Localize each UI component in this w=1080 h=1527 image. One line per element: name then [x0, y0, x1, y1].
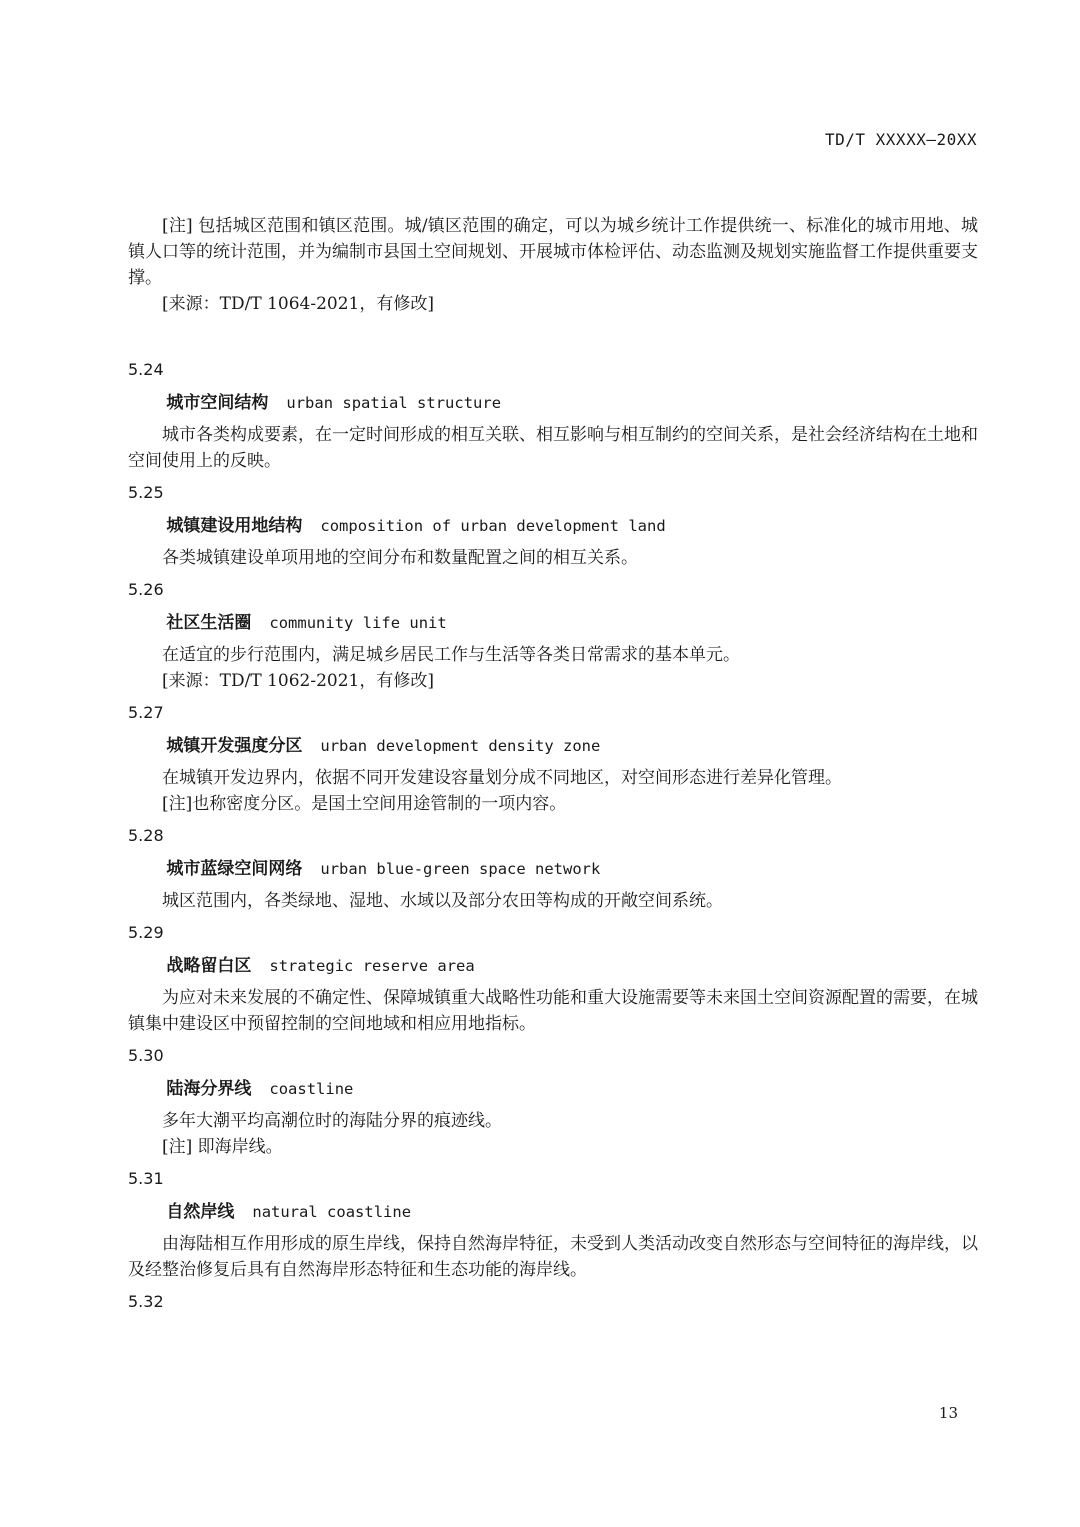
- clause-body: [128, 1108, 978, 1160]
- note-paragraph: [注]也称密度分区。是国土空间用途管制的一项内容。: [162, 794, 567, 814]
- note-paragraph: [注] 即海岸线。: [162, 1137, 283, 1157]
- clause-number: 5.26: [128, 580, 164, 599]
- clause-number: 5.30: [128, 1046, 164, 1065]
- term-english: strategic reserve area: [269, 957, 475, 975]
- clause-5-26: [128, 579, 978, 694]
- definition-paragraph: 由海陆相互作用形成的原生岸线，保持自然海岸特征，未受到人类活动改变自然形态与空间特征的海岸线，以及经整治修复后具有自然海岸形态特征和生态功能的海岸线。: [128, 1234, 978, 1280]
- term-chinese: 城镇建设用地结构: [166, 516, 303, 536]
- term-chinese: 社区生活圈: [166, 613, 252, 633]
- clause-5-24: [128, 359, 978, 474]
- term-english: community life unit: [269, 614, 447, 632]
- clause-5-27: [128, 702, 978, 817]
- intro-source: [来源：TD/T 1064-2021，有修改]: [162, 294, 434, 314]
- clause-5-25: [128, 482, 978, 571]
- term-line: [128, 392, 978, 414]
- clause-number: 5.28: [128, 826, 164, 845]
- definition-paragraph: 在适宜的步行范围内，满足城乡居民工作与生活等各类日常需求的基本单元。: [162, 645, 740, 665]
- clause-number: 5.29: [128, 923, 164, 942]
- clause-number: 5.25: [128, 483, 164, 502]
- clause-body: [128, 422, 978, 474]
- term-line: [128, 735, 978, 757]
- definition-paragraph: 在城镇开发边界内，依据不同开发建设容量划分成不同地区，对空间形态进行差异化管理。: [162, 768, 842, 788]
- term-line: [128, 1201, 978, 1223]
- intro-note-block: [128, 213, 978, 317]
- term-english: urban development density zone: [320, 737, 601, 755]
- term-english: natural coastline: [252, 1203, 412, 1221]
- definition-paragraph: 各类城镇建设单项用地的空间分布和数量配置之间的相互关系。: [162, 548, 638, 568]
- clause-5-29: [128, 922, 978, 1037]
- definition-paragraph: 为应对未来发展的不确定性、保障城镇重大战略性功能和重大设施需要等未来国土空间资源配置的需要，在城镇集中建设区中预留控制的空间地域和相应用地指标。: [128, 988, 978, 1034]
- term-chinese: 自然岸线: [166, 1202, 235, 1222]
- term-line: [128, 612, 978, 634]
- term-line: [128, 1078, 978, 1100]
- term-line: [128, 955, 978, 977]
- term-english: urban spatial structure: [286, 394, 502, 412]
- term-english: coastline: [269, 1080, 354, 1098]
- clause-5-28: [128, 825, 978, 914]
- clause-number: 5.24: [128, 360, 164, 379]
- clause-body: [128, 545, 978, 571]
- clause-5-31: [128, 1168, 978, 1283]
- definition-paragraph: 城区范围内，各类绿地、湿地、水域以及部分农田等构成的开敞空间系统。: [162, 891, 723, 911]
- document-code-header: TD/T XXXXX—20XX: [825, 130, 977, 149]
- clause-5-30: [128, 1045, 978, 1160]
- term-english: urban blue-green space network: [320, 860, 601, 878]
- term-line: [128, 515, 978, 537]
- term-line: [128, 858, 978, 880]
- term-chinese: 陆海分界线: [166, 1079, 252, 1099]
- clause-body: [128, 642, 978, 694]
- clause-body: [128, 1231, 978, 1283]
- clause-5-32: [128, 1291, 978, 1313]
- clause-body: [128, 985, 978, 1037]
- term-chinese: 战略留白区: [166, 956, 252, 976]
- term-chinese: 城镇开发强度分区: [166, 736, 303, 756]
- source-paragraph: [来源：TD/T 1062-2021，有修改]: [162, 671, 434, 691]
- clause-body: [128, 888, 978, 914]
- definition-paragraph: 多年大潮平均高潮位时的海陆分界的痕迹线。: [162, 1111, 502, 1131]
- document-body: [128, 213, 978, 1324]
- term-english: composition of urban development land: [320, 517, 666, 535]
- clause-number: 5.31: [128, 1169, 164, 1188]
- page-number: 13: [938, 1404, 958, 1422]
- clause-number: 5.27: [128, 703, 164, 722]
- intro-note: [注] 包括城区范围和镇区范围。城/镇区范围的确定，可以为城乡统计工作提供统一、标准化的城市用地、城镇人口等的统计范围，并为编制市县国土空间规划、开展城市体检评估、动态监测及规划实施监督工作提供重要支撑。: [128, 216, 978, 288]
- clause-body: [128, 765, 978, 817]
- term-chinese: 城市蓝绿空间网络: [166, 859, 303, 879]
- clause-number: 5.32: [128, 1292, 164, 1311]
- definition-paragraph: 城市各类构成要素，在一定时间形成的相互关联、相互影响与相互制约的空间关系，是社会经济结构在土地和空间使用上的反映。: [128, 425, 978, 471]
- term-chinese: 城市空间结构: [166, 393, 269, 413]
